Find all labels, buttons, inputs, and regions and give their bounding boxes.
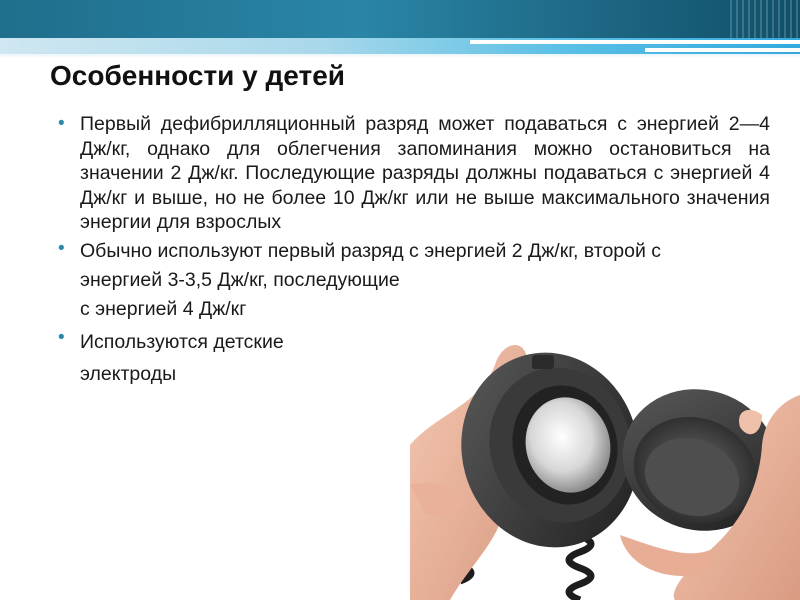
header-accent-line xyxy=(645,48,800,52)
list-item xyxy=(58,326,770,390)
header-band xyxy=(0,0,800,38)
bullet-text-line: Обычно используют первый разряд с энергией 2 Дж/кг, второй с xyxy=(80,239,662,262)
bullet-icon: • xyxy=(58,326,65,348)
header-fade xyxy=(0,54,800,58)
list-item xyxy=(58,237,770,324)
bullet-text-line: с энергией 4 Дж/кг xyxy=(80,297,247,320)
bullet-text-line: энергией 3-3,5 Дж/кг, последующие xyxy=(80,268,400,291)
bullet-icon: • xyxy=(58,113,65,134)
header-stripes xyxy=(730,0,800,38)
bullet-list xyxy=(58,112,770,392)
header-accent-line xyxy=(470,40,800,44)
bullet-text-line: электроды xyxy=(80,362,177,385)
bullet-icon: • xyxy=(58,237,65,259)
bullet-text-line: Используются детские xyxy=(80,330,284,353)
slide-title: Особенности у детей xyxy=(50,60,345,91)
bullet-text: Первый дефибрилляционный разряд может подаваться с энергией 2—4 Дж/кг, однако для облегчения запоминания можно остановиться на значении 2 Дж/кг. Последующие разряды должны подаваться с энергией 4 Дж/кг и выше, но не более 10 Дж/кг или не выше максимального значения энергии для взрослых xyxy=(80,113,770,233)
list-item xyxy=(58,112,770,235)
